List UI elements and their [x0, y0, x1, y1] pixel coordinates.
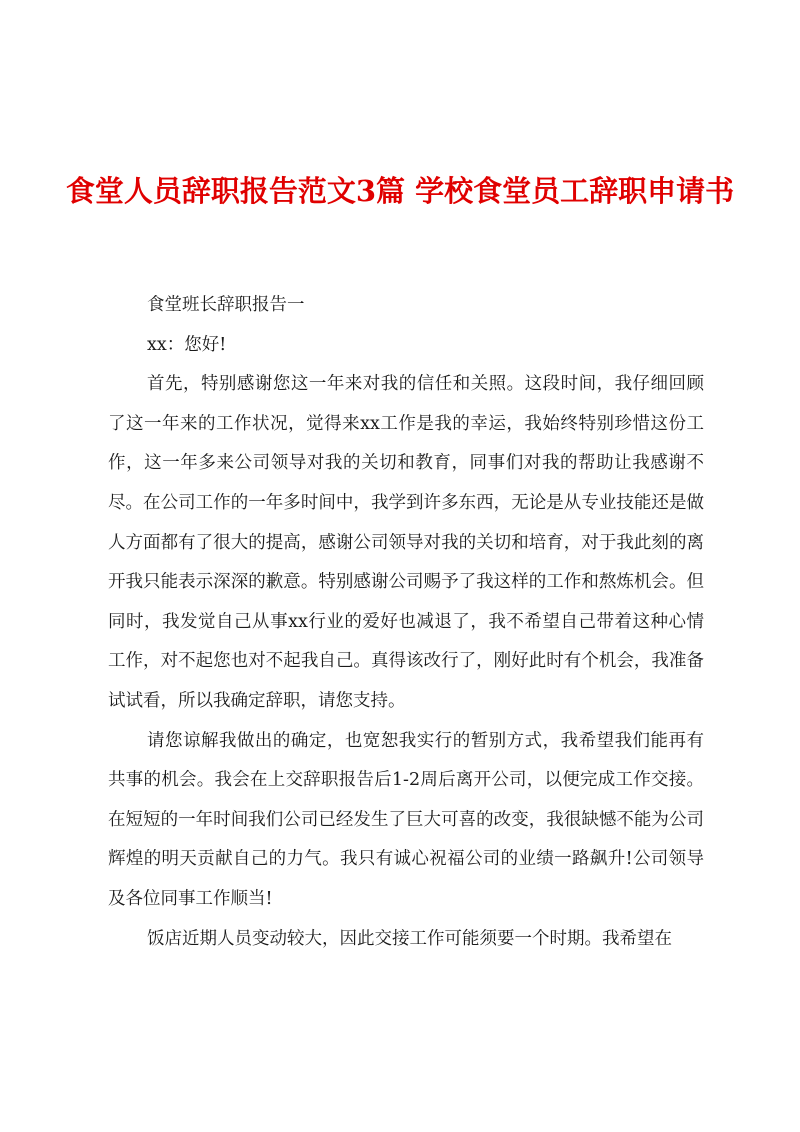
document-body — [108, 286, 704, 959]
salutation: xx：您好! — [147, 334, 227, 355]
paragraph: 请您谅解我做出的确定，也宽恕我实行的暂别方式，我希望我们能再有共事的机会。我会在上交辞职报告后1-2周后离开公司，以便完成工作交接。在短短的一年时间我们公司已经发生了巨大可喜的改变，我很缺憾不能为公司辉煌的明天贡献自己的力气。我只有诚心祝福公司的业绩一路飙升!公司领导及各位同事工作顺当! — [108, 730, 704, 909]
section-heading: 食堂班长辞职报告一 — [147, 295, 305, 315]
document-title: 食堂人员辞职报告范文3篇 学校食堂员工辞职申请书 — [65, 174, 735, 208]
paragraph: 首先，特别感谢您这一年来对我的信任和关照。这段时间，我仔细回顾了这一年来的工作状况，觉得来xx工作是我的幸运，我始终特别珍惜这份工作，这一年多来公司领导对我的关切和教育，同事们对我的帮助让我感谢不尽。在公司工作的一年多时间中，我学到许多东西，无论是从专业技能还是做人方面都有了很大的提高，感谢公司领导对我的关切和培育，对于我此刻的离开我只能表示深深的歉意。特别感谢公司赐予了我这样的工作和熬炼机会。但同时，我发觉自己从事xx行业的爱好也减退了，我不希望自己带着这种心情工作，对不起您也对不起我自己。真得该改行了，刚好此时有个机会，我准备试试看，所以我确定辞职，请您支持。 — [108, 374, 704, 711]
paragraph: 饭店近期人员变动较大，因此交接工作可能须要一个时期。我希望在 — [147, 928, 672, 949]
